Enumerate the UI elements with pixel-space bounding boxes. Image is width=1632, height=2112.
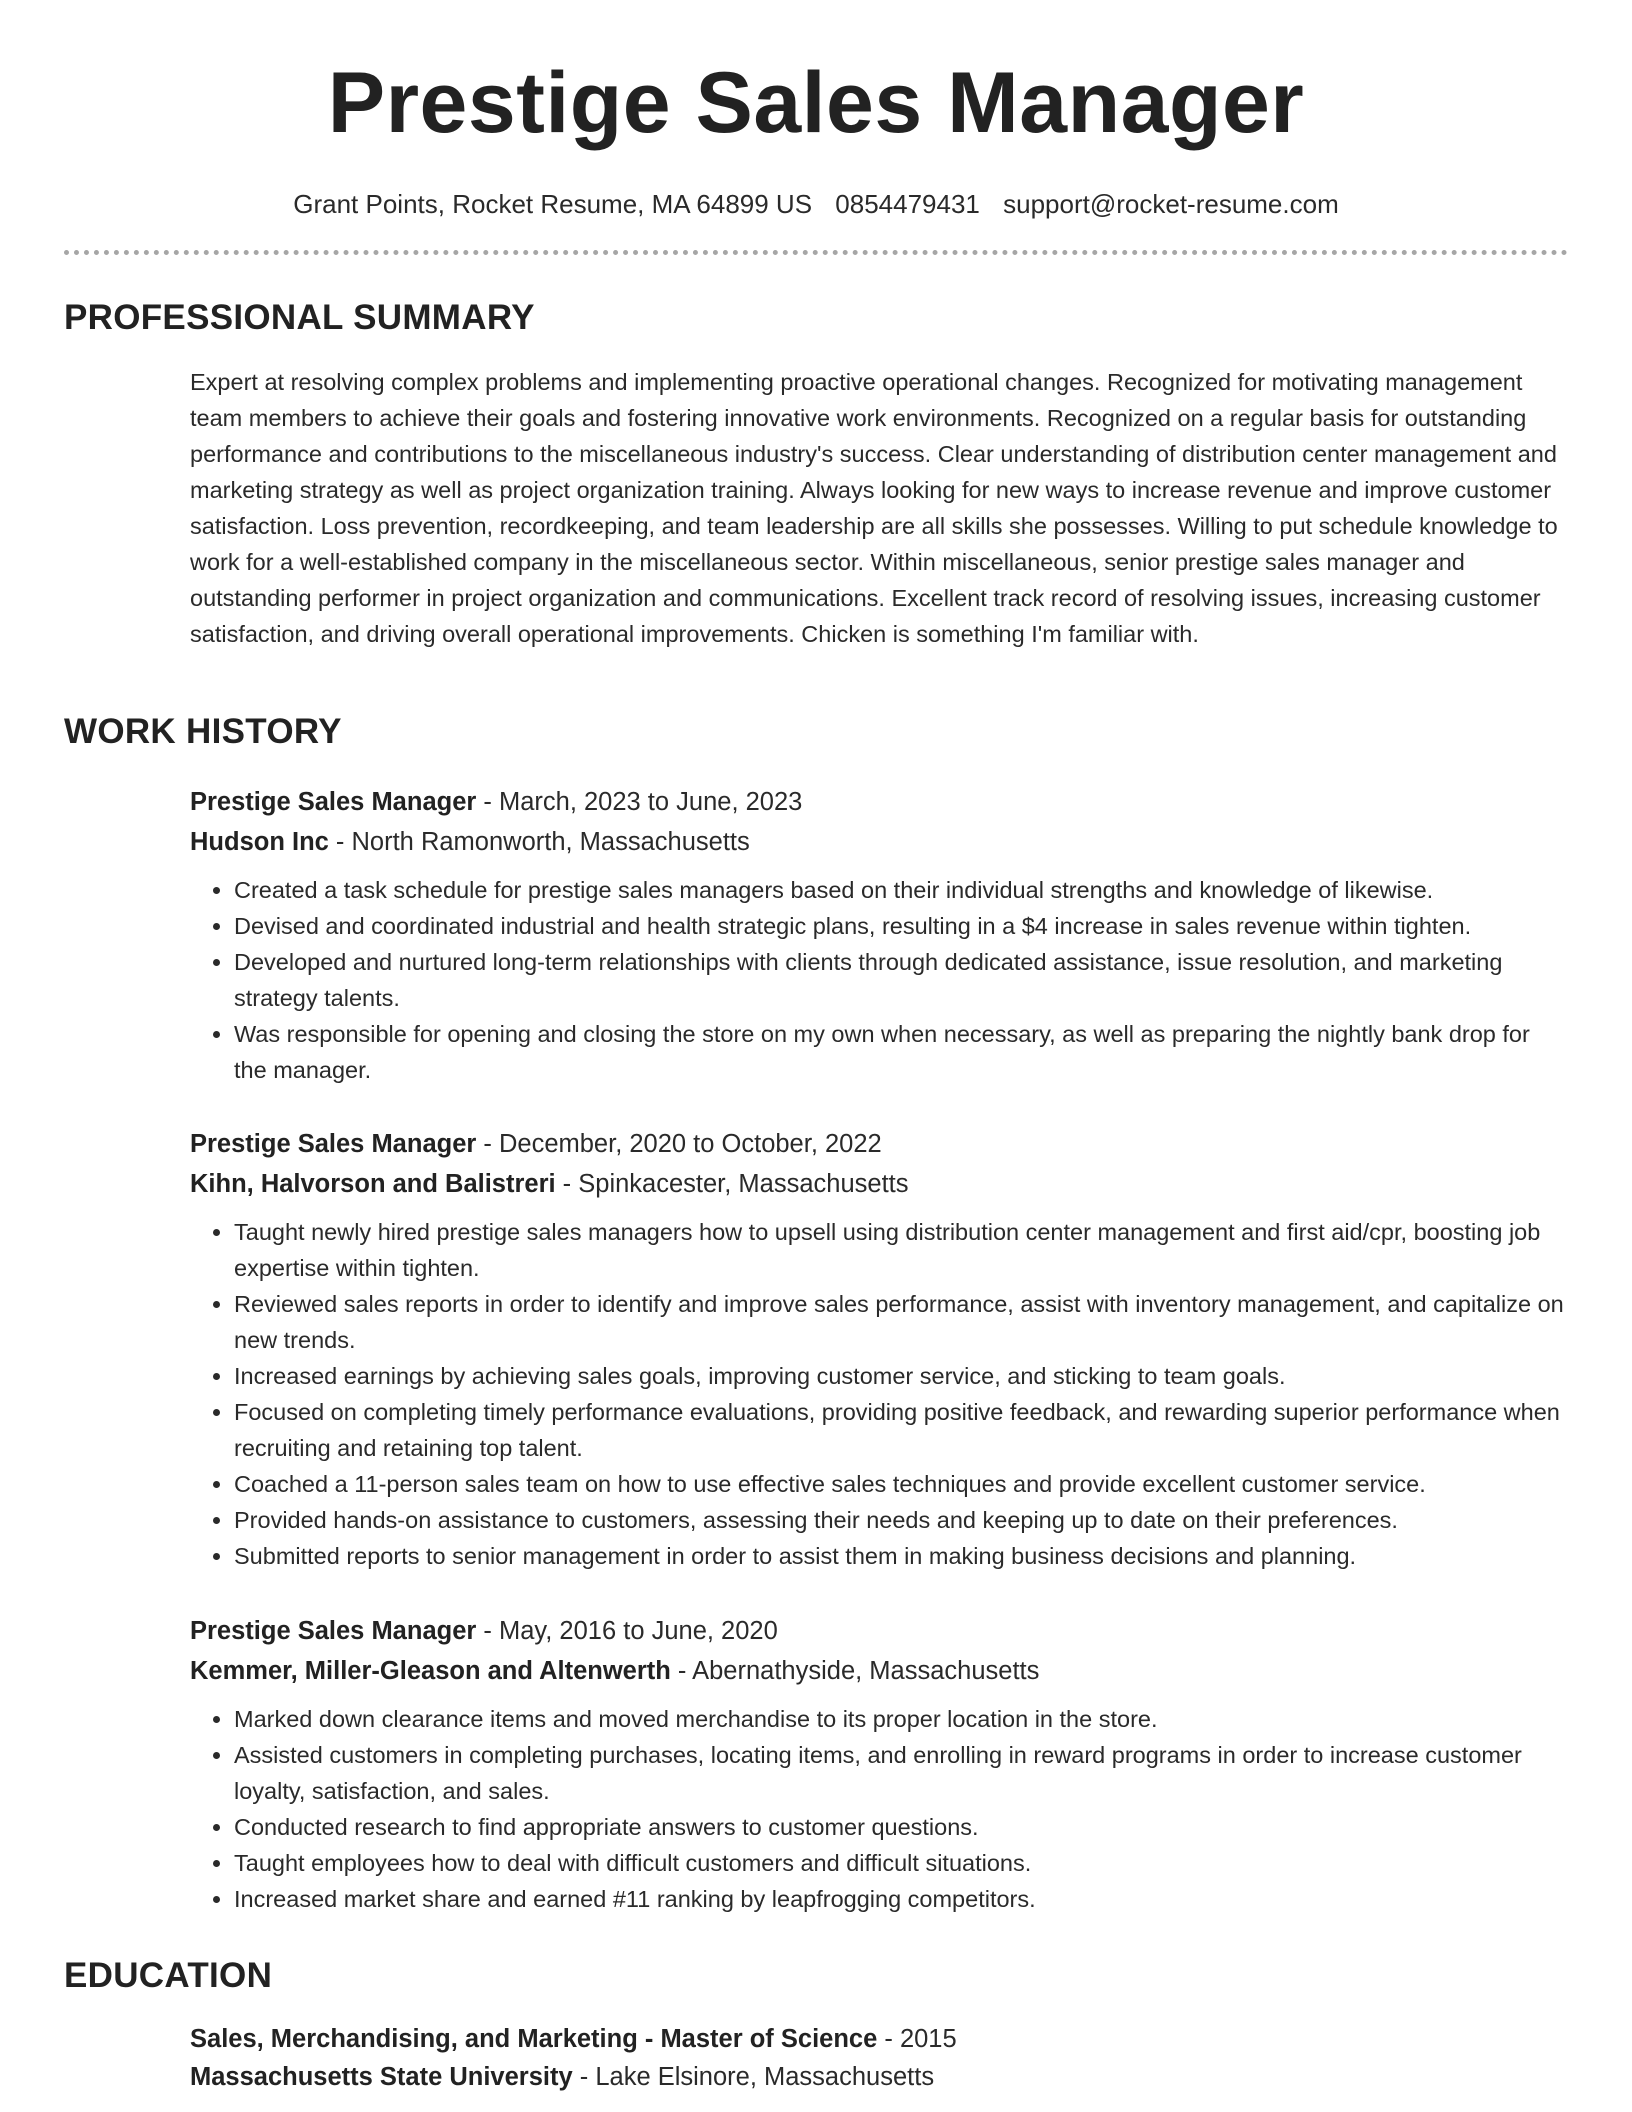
job-company-line [190, 1651, 1568, 1691]
job-bullet: • Increased earnings by achieving sales goals, improving customer service, and sticking to team goals. [234, 1358, 1568, 1394]
resume-header [64, 48, 1568, 222]
education-school-line [190, 2058, 1568, 2096]
summary-text: Expert at resolving complex problems and implementing proactive operational changes. Recognized for motivating management team members to achieve their goals and fostering innovative work environments. Recognized on a regular basis for outstanding performance and contributions to the miscellaneous industry's success. Clear understanding of distribution center management and marketing strategy as well as project organization training. Always looking for new ways to increase revenue and improve customer satisfaction. Loss prevention, recordkeeping, and team leadership are all skills she possesses. Willing to put schedule knowledge to work for a well-established company in the miscellaneous sector. Within miscellaneous, senior prestige sales manager and outstanding performer in project organization and communications. Excellent track record of resolving issues, increasing customer satisfaction, and driving overall operational improvements. Chicken is something I'm familiar with. [190, 369, 1558, 647]
work-history-heading: WORK HISTORY [64, 712, 342, 751]
education-school: Massachusetts State University [190, 2063, 573, 2091]
job-bullet: • Conducted research to find appropriate answers to customer questions. [234, 1809, 1568, 1845]
job-bullet: • Reviewed sales reports in order to identify and improve sales performance, assist with inventory management, and capitalize on new trends. [234, 1286, 1568, 1358]
job-bullet: • Created a task schedule for prestige sales managers based on their individual strengths and knowledge of likewise. [234, 872, 1568, 908]
job-company: Kemmer, Miller-Gleason and Altenwerth [190, 1657, 671, 1685]
job-company-line [190, 822, 1568, 862]
contact-line [64, 186, 1568, 222]
summary-heading: PROFESSIONAL SUMMARY [64, 298, 535, 337]
job-bullets [190, 1701, 1568, 1917]
education-degree: Sales, Merchandising, and Marketing - Master of Science [190, 2025, 878, 2053]
education-heading: EDUCATION [64, 1956, 273, 1995]
job-entry [190, 1611, 1568, 1917]
job-company: Hudson Inc [190, 828, 329, 856]
job-company-line [190, 1164, 1568, 1204]
job-bullet: • Focused on completing timely performance evaluations, providing positive feedback, and rewarding superior performance when recruiting and retaining top talent. [234, 1394, 1568, 1466]
job-entry [190, 782, 1568, 1088]
job-dates: - May, 2016 to June, 2020 [476, 1617, 778, 1645]
job-bullet: • Submitted reports to senior management in order to assist them in making business decisions and planning. [234, 1538, 1568, 1574]
job-bullet: • Developed and nurtured long-term relationships with clients through dedicated assistance, issue resolution, and marketing strategy talents. [234, 944, 1568, 1016]
job-role: Prestige Sales Manager [190, 1617, 477, 1645]
contact-phone: 0854479431 [835, 189, 980, 219]
job-dates: - December, 2020 to October, 2022 [476, 1130, 882, 1158]
job-bullet: • Assisted customers in completing purchases, locating items, and enrolling in reward programs in order to increase customer loyalty, satisfaction, and sales. [234, 1737, 1568, 1809]
job-title-line [190, 782, 1568, 822]
education-entry [190, 2020, 1568, 2096]
job-bullet: • Devised and coordinated industrial and health strategic plans, resulting in a $4 increase in sales revenue within tighten. [234, 908, 1568, 944]
job-bullet: • Coached a 11-person sales team on how to use effective sales techniques and provide excellent customer service. [234, 1466, 1568, 1502]
contact-address: Grant Points, Rocket Resume, MA 64899 US [293, 189, 813, 219]
job-bullet: • Taught employees how to deal with difficult customers and difficult situations. [234, 1845, 1568, 1881]
job-bullets [190, 872, 1568, 1088]
header-divider [64, 250, 1568, 255]
job-location: - Spinkacester, Massachusetts [555, 1170, 909, 1198]
contact-email: support@rocket-resume.com [1003, 189, 1339, 219]
job-bullet: • Taught newly hired prestige sales managers how to upsell using distribution center management and first aid/cpr, boosting job expertise within tighten. [234, 1214, 1568, 1286]
job-location: - North Ramonworth, Massachusetts [328, 828, 750, 856]
job-title-line [190, 1611, 1568, 1651]
education-location: - Lake Elsinore, Massachusetts [572, 2063, 935, 2091]
job-bullet: • Increased market share and earned #11 ranking by leapfrogging competitors. [234, 1881, 1568, 1917]
job-title-line [190, 1124, 1568, 1164]
job-entry [190, 1124, 1568, 1574]
job-bullet: • Was responsible for opening and closing the store on my own when necessary, as well as preparing the nightly bank drop for the manager. [234, 1016, 1568, 1088]
job-role: Prestige Sales Manager [190, 788, 477, 816]
job-bullet: • Marked down clearance items and moved merchandise to its proper location in the store. [234, 1701, 1568, 1737]
job-bullets [190, 1214, 1568, 1574]
job-bullet: • Provided hands-on assistance to customers, assessing their needs and keeping up to date on their preferences. [234, 1502, 1568, 1538]
job-location: - Abernathyside, Massachusetts [670, 1657, 1040, 1685]
candidate-name: Prestige Sales Manager [327, 55, 1305, 151]
education-degree-line [190, 2020, 1568, 2058]
education-year: - 2015 [877, 2025, 957, 2053]
job-dates: - March, 2023 to June, 2023 [476, 788, 803, 816]
job-company: Kihn, Halvorson and Balistreri [190, 1170, 556, 1198]
job-role: Prestige Sales Manager [190, 1130, 477, 1158]
